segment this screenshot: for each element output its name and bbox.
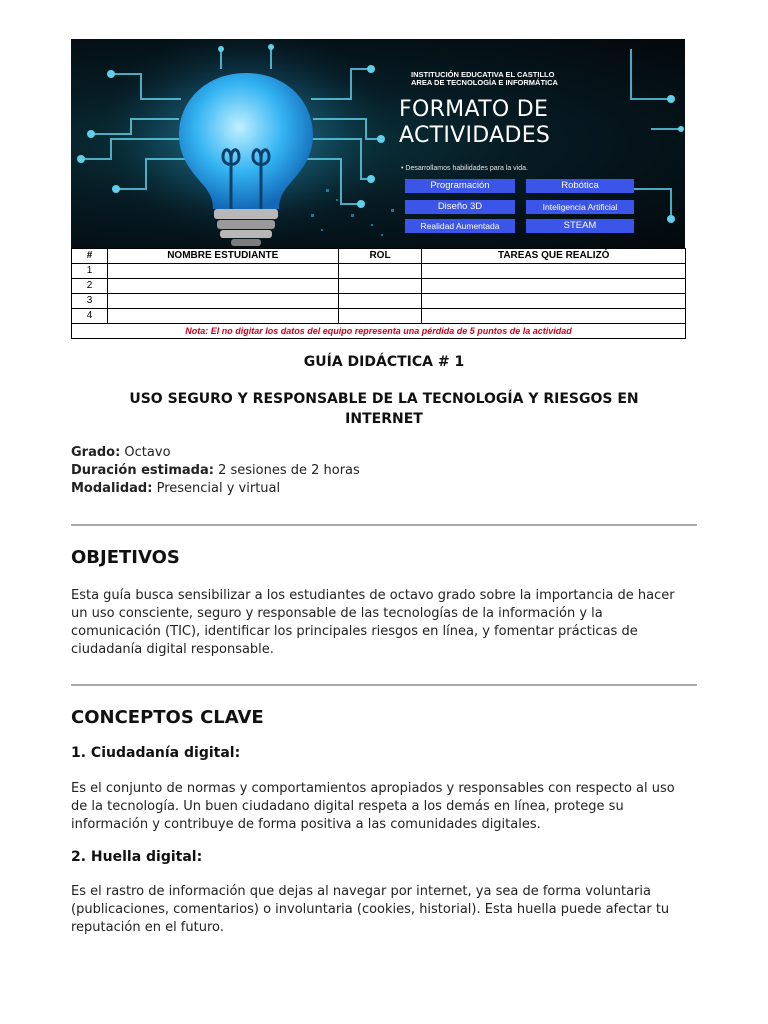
guide-meta [71, 444, 360, 498]
paragraph-line: ciudadanía digital responsable. [71, 642, 274, 657]
grade-line [71, 444, 360, 462]
student-name-cell[interactable] [107, 279, 338, 294]
paragraph-line: de la tecnología. Un buen ciudadano digital respeta a los demás en línea, protege su [71, 799, 624, 814]
chip-inteligencia-artificial: Inteligencia Artificial [526, 200, 634, 214]
tasks-cell[interactable] [422, 294, 686, 309]
table-row [72, 309, 686, 324]
role-cell[interactable] [338, 279, 422, 294]
row-number: 2 [72, 279, 108, 294]
tasks-cell[interactable] [422, 279, 686, 294]
concept-heading-digital-citizenship: 1. Ciudadanía digital: [71, 745, 241, 761]
key-concepts-title: CONCEPTOS CLAVE [71, 707, 264, 728]
guide-title: GUÍA DIDÁCTICA # 1 [303, 354, 465, 370]
tasks-cell[interactable] [422, 309, 686, 324]
modality-label: Modalidad: [71, 481, 153, 496]
team-table-note-row [72, 324, 686, 339]
header-role: ROL [338, 249, 422, 264]
table-row [72, 264, 686, 279]
team-table [71, 248, 686, 339]
duration-line [71, 462, 360, 480]
duration-label: Duración estimada: [71, 463, 214, 478]
paragraph-line: un uso consciente, seguro y responsable de las tecnologías de la información y la [71, 606, 603, 621]
guide-subtitle-line-1: USO SEGURO Y RESPONSABLE DE LA TECNOLOGÍA Y RIESGOS EN [129, 391, 639, 407]
institution-name [411, 71, 611, 87]
student-name-cell[interactable] [107, 264, 338, 279]
banner-title-line-1: FORMATO DE [399, 97, 549, 122]
objectives-paragraph [71, 587, 711, 659]
student-name-cell[interactable] [107, 294, 338, 309]
chip-steam: STEAM [526, 219, 634, 233]
row-number: 4 [72, 309, 108, 324]
paragraph-line: Esta guía busca sensibilizar a los estudiantes de octavo grado sobre la importancia de hacer [71, 588, 675, 603]
table-row [72, 279, 686, 294]
student-name-cell[interactable] [107, 309, 338, 324]
role-cell[interactable] [338, 309, 422, 324]
header-tasks: TAREAS QUE REALIZÓ [422, 249, 686, 264]
row-number: 3 [72, 294, 108, 309]
modality-line [71, 480, 360, 498]
section-divider [71, 524, 697, 526]
role-cell[interactable] [338, 264, 422, 279]
concept-paragraph-digital-citizenship [71, 780, 711, 834]
banner-title [399, 97, 679, 149]
section-divider [71, 684, 697, 686]
activity-format-banner [71, 39, 685, 248]
tasks-cell[interactable] [422, 264, 686, 279]
modality-value: Presencial y virtual [152, 481, 281, 496]
institution-line-1: INSTITUCIÓN EDUCATIVA EL CASTILLO [411, 70, 555, 79]
paragraph-line: Es el rastro de información que dejas al navegar por internet, ya sea de forma voluntaria [71, 884, 651, 899]
paragraph-line: información y contribuye de forma positiva a las comunidades digitales. [71, 817, 541, 832]
paragraph-line: (publicaciones, comentarios) o involuntaria (cookies, historial). Esta huella puede afectar tu [71, 902, 670, 917]
banner-tagline: • Desarrollamos habilidades para la vida. [401, 165, 528, 172]
chip-robotica: Robótica [526, 179, 634, 193]
role-cell[interactable] [338, 294, 422, 309]
table-row [72, 294, 686, 309]
duration-value: 2 sesiones de 2 horas [213, 463, 360, 478]
chip-diseno-3d: Diseño 3D [405, 200, 515, 214]
header-student-name: NOMBRE ESTUDIANTE [107, 249, 338, 264]
banner-title-line-2: ACTIVIDADES [399, 123, 551, 148]
institution-line-2: AREA DE TECNOLOGÍA E INFORMÁTICA [411, 78, 558, 87]
chip-programacion: Programación [405, 179, 515, 193]
paragraph-line: Es el conjunto de normas y comportamientos apropiados y responsables con respecto al uso [71, 781, 675, 796]
guide-subtitle-line-2: INTERNET [345, 411, 423, 427]
concept-paragraph-digital-footprint [71, 883, 711, 937]
team-data-warning-note: Nota: El no digitar los datos del equipo representa una pérdida de 5 puntos de la actividad [72, 324, 686, 339]
row-number: 1 [72, 264, 108, 279]
chip-realidad-aumentada: Realidad Aumentada [405, 219, 515, 233]
team-table-header [72, 249, 686, 264]
paragraph-line: comunicación (TIC), identificar los principales riesgos en línea, y fomentar prácticas de [71, 624, 638, 639]
objectives-title: OBJETIVOS [71, 547, 180, 568]
paragraph-line: reputación en el futuro. [71, 920, 224, 935]
grade-value: Octavo [120, 445, 171, 460]
grade-label: Grado: [71, 445, 121, 460]
header-number: # [72, 249, 108, 264]
concept-heading-digital-footprint: 2. Huella digital: [71, 849, 203, 865]
